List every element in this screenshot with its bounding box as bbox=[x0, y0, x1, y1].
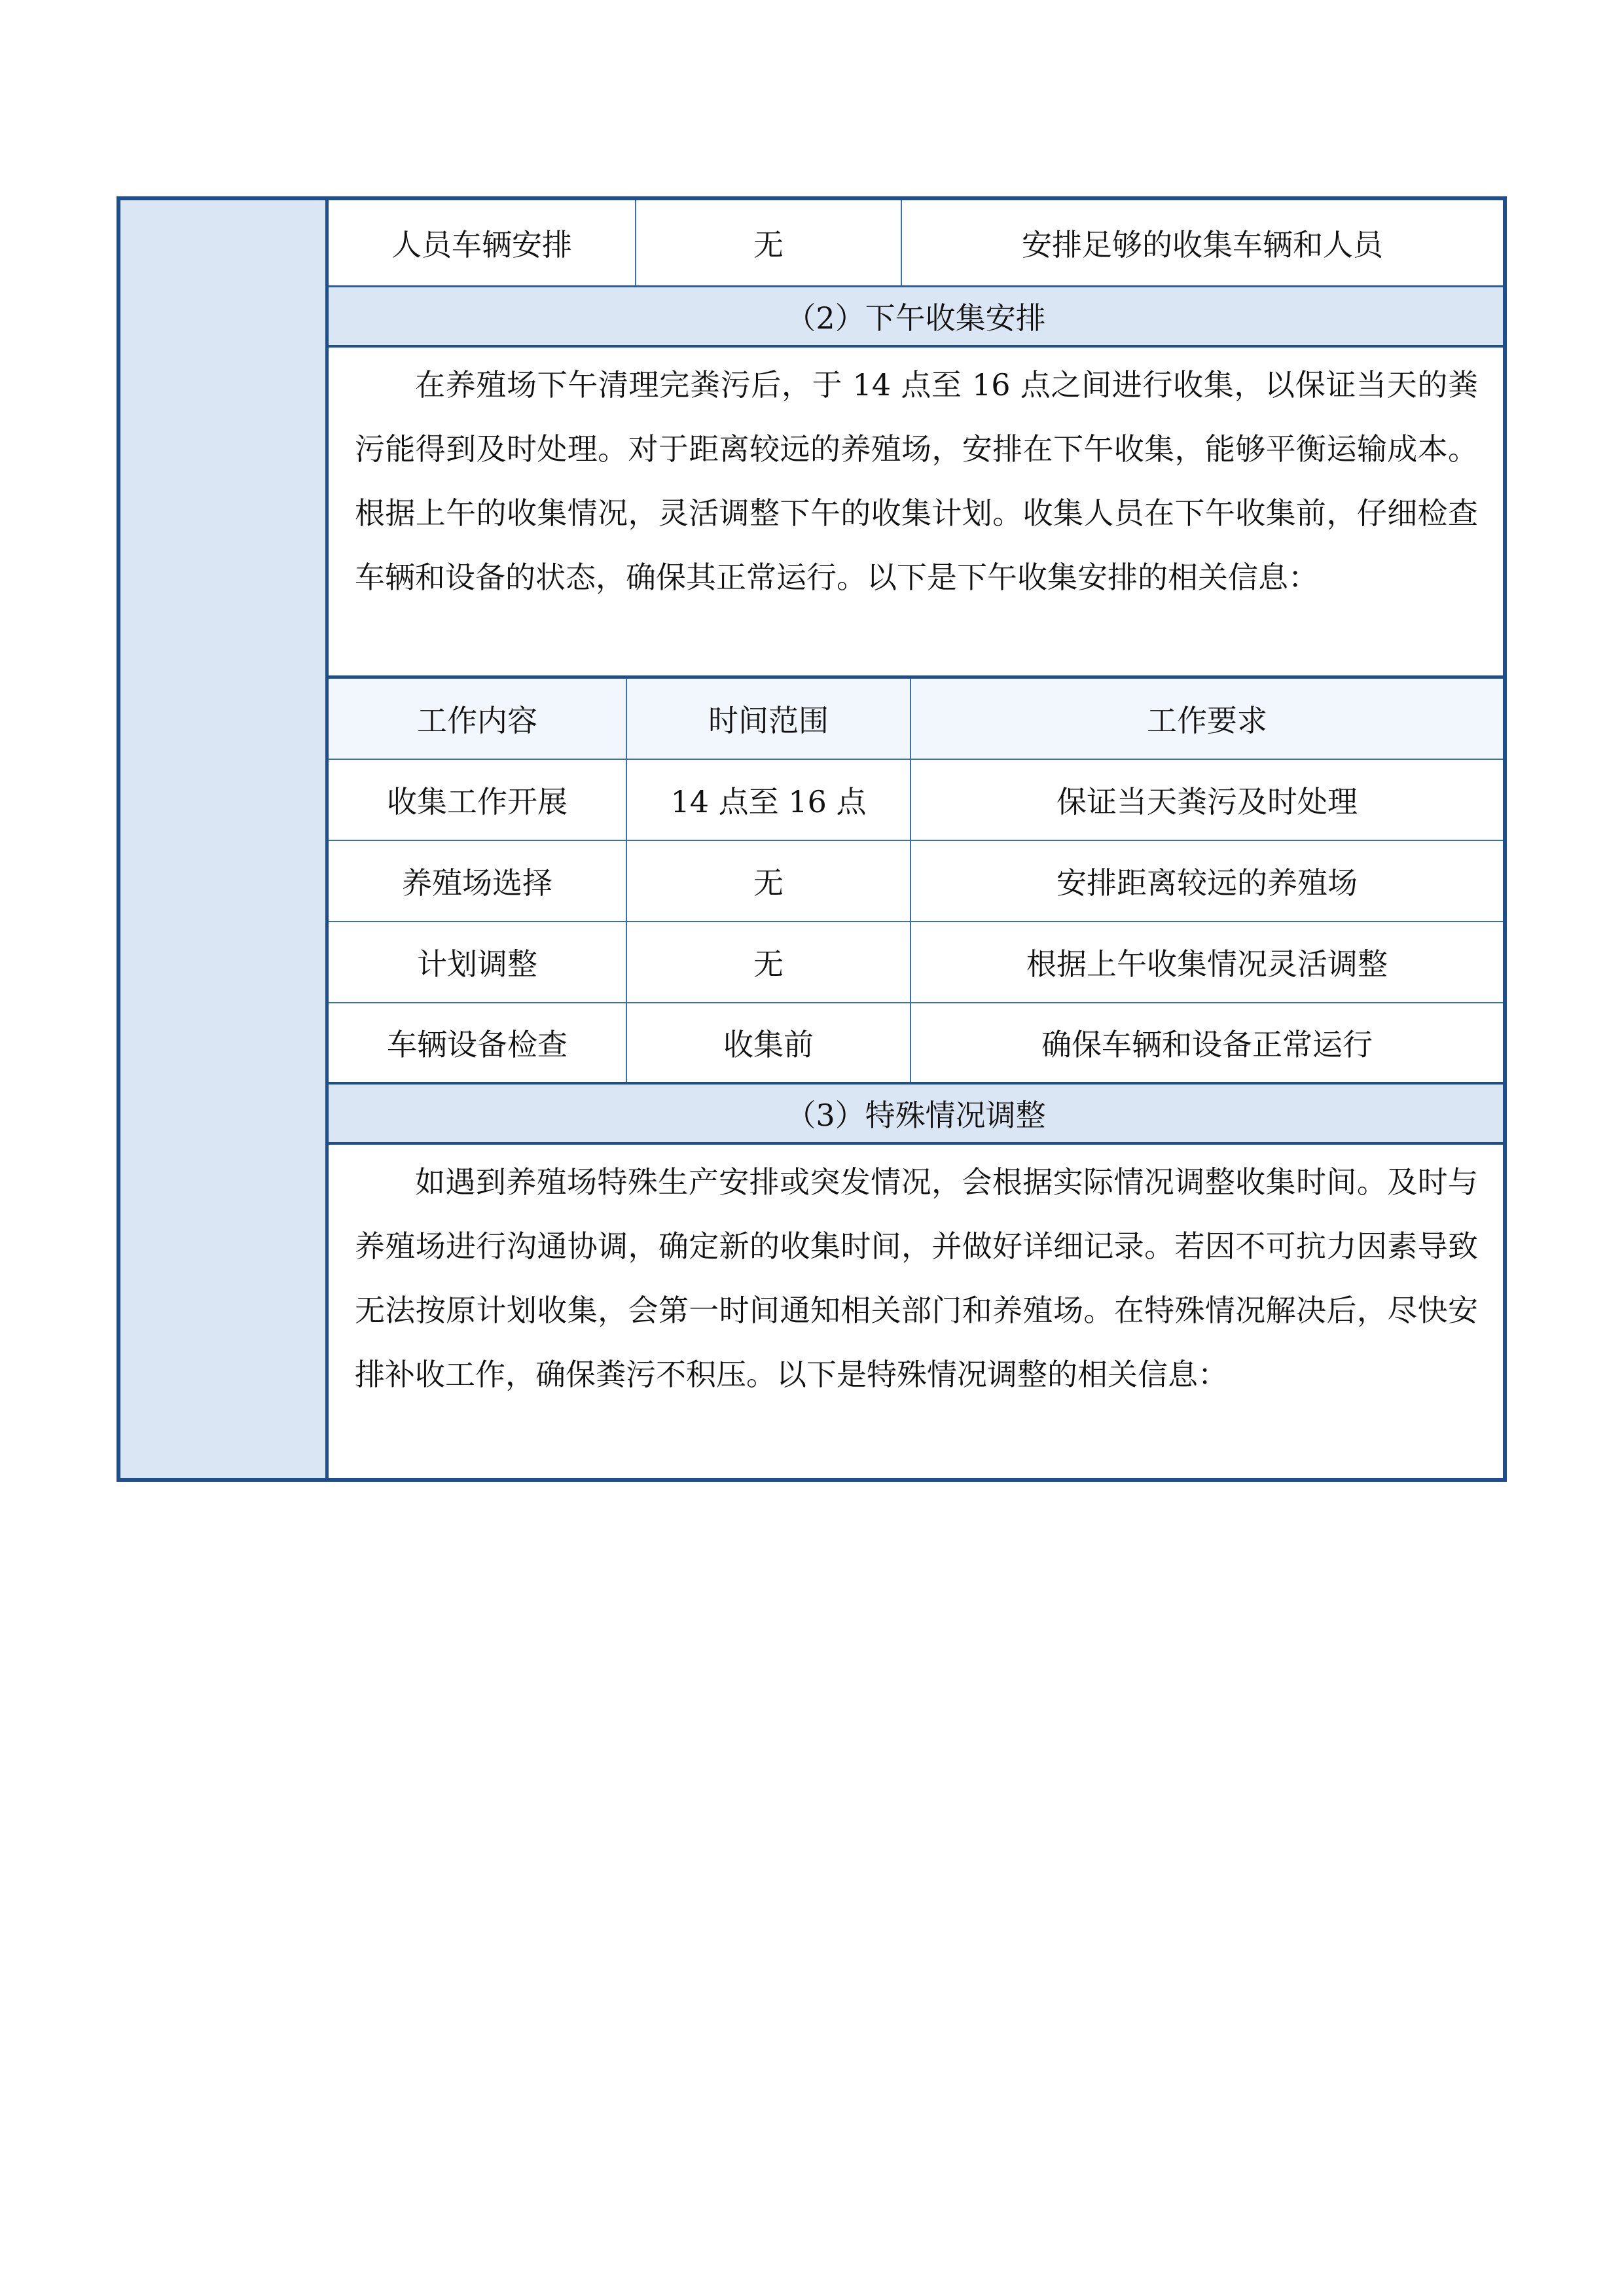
table-cell: 养殖场选择 bbox=[329, 841, 627, 921]
header-time-range: 时间范围 bbox=[627, 679, 911, 759]
table-cell: 确保车辆和设备正常运行 bbox=[1041, 1027, 1373, 1062]
table-row bbox=[329, 922, 1503, 1003]
table-cell: 计划调整 bbox=[329, 922, 627, 1002]
header-work-content: 工作内容 bbox=[329, 679, 627, 759]
document-frame bbox=[117, 196, 1507, 1482]
table-row bbox=[329, 760, 1503, 841]
table-cell: 收集前 bbox=[627, 1003, 911, 1082]
section3-paragraph: 如遇到养殖场特殊生产安排或突发情况，会根据实际情况调整收集时间。及时与养殖场进行沟通协调，确定新的收集时间，并做好详细记录。若因不可抗力因素导致无法按原计划收集，会第一时间通知相关部门和养殖场。在特殊情况解决后，尽快安排补收工作，确保粪污不积压。以下是特殊情况调整的相关信息： bbox=[355, 1164, 1478, 1392]
top-table-row bbox=[329, 200, 1503, 287]
section2-title: （2）下午收集安排 bbox=[329, 287, 1503, 348]
top-row-item: 人员车辆安排 bbox=[329, 200, 636, 285]
table-cell: 收集工作开展 bbox=[329, 760, 627, 840]
section2-paragraph: 在养殖场下午清理完粪污后，于 14 点至 16 点之间进行收集，以保证当天的粪污能得到及时处理。对于距离较远的养殖场，安排在下午收集，能够平衡运输成本。根据上午的收集情况，灵活调整下午的收集计划。收集人员在下午收集前，仔细检查车辆和设备的状态，确保其正常运行。以下是下午收集安排的相关信息： bbox=[329, 348, 1503, 679]
table-cell: 无 bbox=[627, 841, 911, 921]
table-row bbox=[329, 1003, 1503, 1085]
table-cell: 14 点至 16 点 bbox=[627, 760, 911, 840]
top-row-time: 无 bbox=[636, 200, 902, 285]
section3-title: （3）特殊情况调整 bbox=[329, 1085, 1503, 1145]
table-row bbox=[329, 841, 1503, 922]
table-cell: 车辆设备检查 bbox=[329, 1003, 627, 1082]
table-cell: 保证当天粪污及时处理 bbox=[1056, 784, 1358, 819]
table-cell: 根据上午收集情况灵活调整 bbox=[1026, 946, 1388, 982]
table-header-row bbox=[329, 679, 1503, 760]
afternoon-schedule-table bbox=[329, 679, 1503, 1085]
content-column bbox=[329, 200, 1503, 1478]
header-work-requirement: 工作要求 bbox=[1147, 703, 1267, 738]
table-cell: 无 bbox=[627, 922, 911, 1002]
table-cell: 安排距离较远的养殖场 bbox=[1056, 865, 1358, 901]
left-sidebar-column bbox=[120, 200, 329, 1478]
top-row-requirement: 安排足够的收集车辆和人员 bbox=[1022, 227, 1383, 262]
